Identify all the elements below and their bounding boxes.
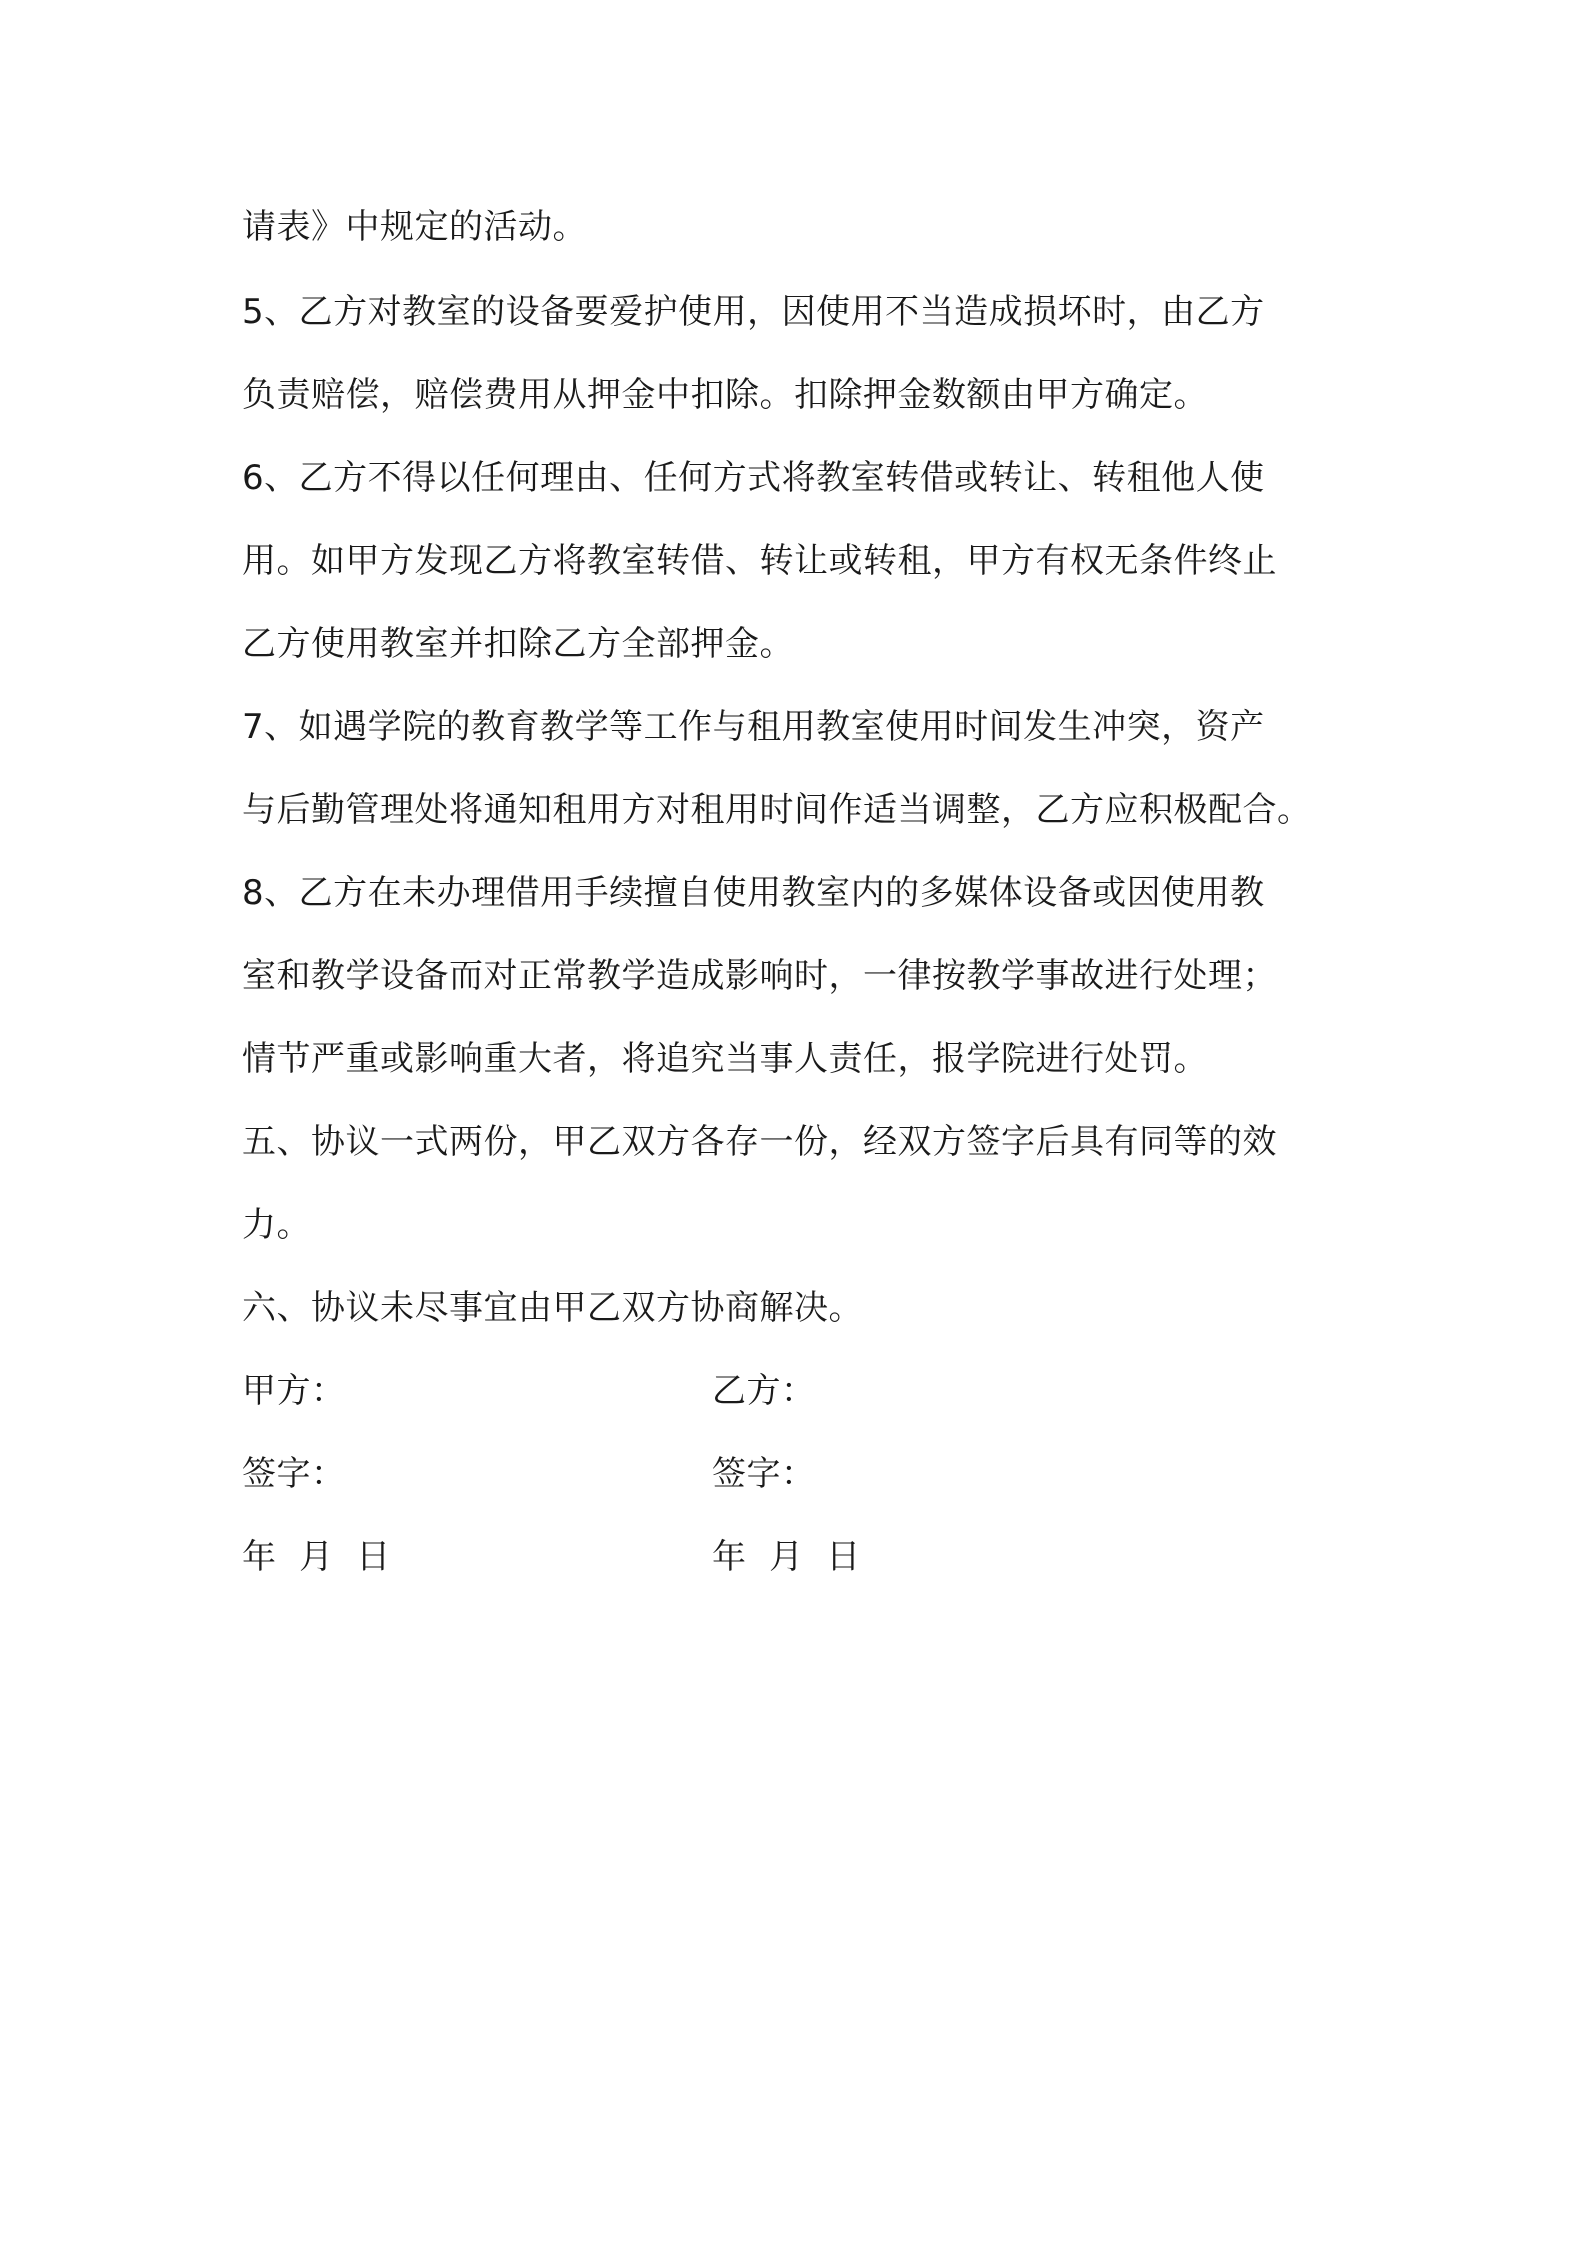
sign-b-label: 签字： [712,1454,816,1494]
date-b-label: 年 月 日 [712,1537,861,1577]
paragraph-line: 6、乙方不得以任何理由、任何方式将教室转借或转让、转租他人使 [242,458,1265,498]
paragraph-line: 5、乙方对教室的设备要爱护使用，因使用不当造成损坏时，由乙方 [242,292,1265,332]
paragraph-line: 8、乙方在未办理借用手续擅自使用教室内的多媒体设备或因使用教 [242,873,1265,913]
paragraph-line: 情节严重或影响重大者，将追究当事人责任，报学院进行处罚。 [242,1039,1208,1079]
paragraph-line: 力。 [242,1205,311,1245]
sign-a-label: 签字： [242,1454,346,1494]
paragraph-line: 与后勤管理处将通知租用方对租用时间作适当调整，乙方应积极配合。 [242,790,1312,830]
paragraph-line: 乙方使用教室并扣除乙方全部押金。 [242,624,794,664]
paragraph-line: 六、协议未尽事宜由甲乙双方协商解决。 [242,1288,863,1328]
paragraph-line: 室和教学设备而对正常教学造成影响时，一律按教学事故进行处理； [242,956,1277,996]
paragraph-line: 五、协议一式两份，甲乙双方各存一份，经双方签字后具有同等的效 [242,1122,1277,1162]
party-a-label: 甲方： [242,1371,346,1411]
date-a-label: 年 月 日 [242,1537,391,1577]
party-b-label: 乙方： [712,1371,816,1411]
paragraph-line: 请表》中规定的活动。 [242,207,587,247]
paragraph-line: 负责赔偿，赔偿费用从押金中扣除。扣除押金数额由甲方确定。 [242,375,1208,415]
paragraph-line: 用。如甲方发现乙方将教室转借、转让或转租，甲方有权无条件终止 [242,541,1277,581]
paragraph-line: 7、如遇学院的教育教学等工作与租用教室使用时间发生冲突，资产 [242,707,1265,747]
